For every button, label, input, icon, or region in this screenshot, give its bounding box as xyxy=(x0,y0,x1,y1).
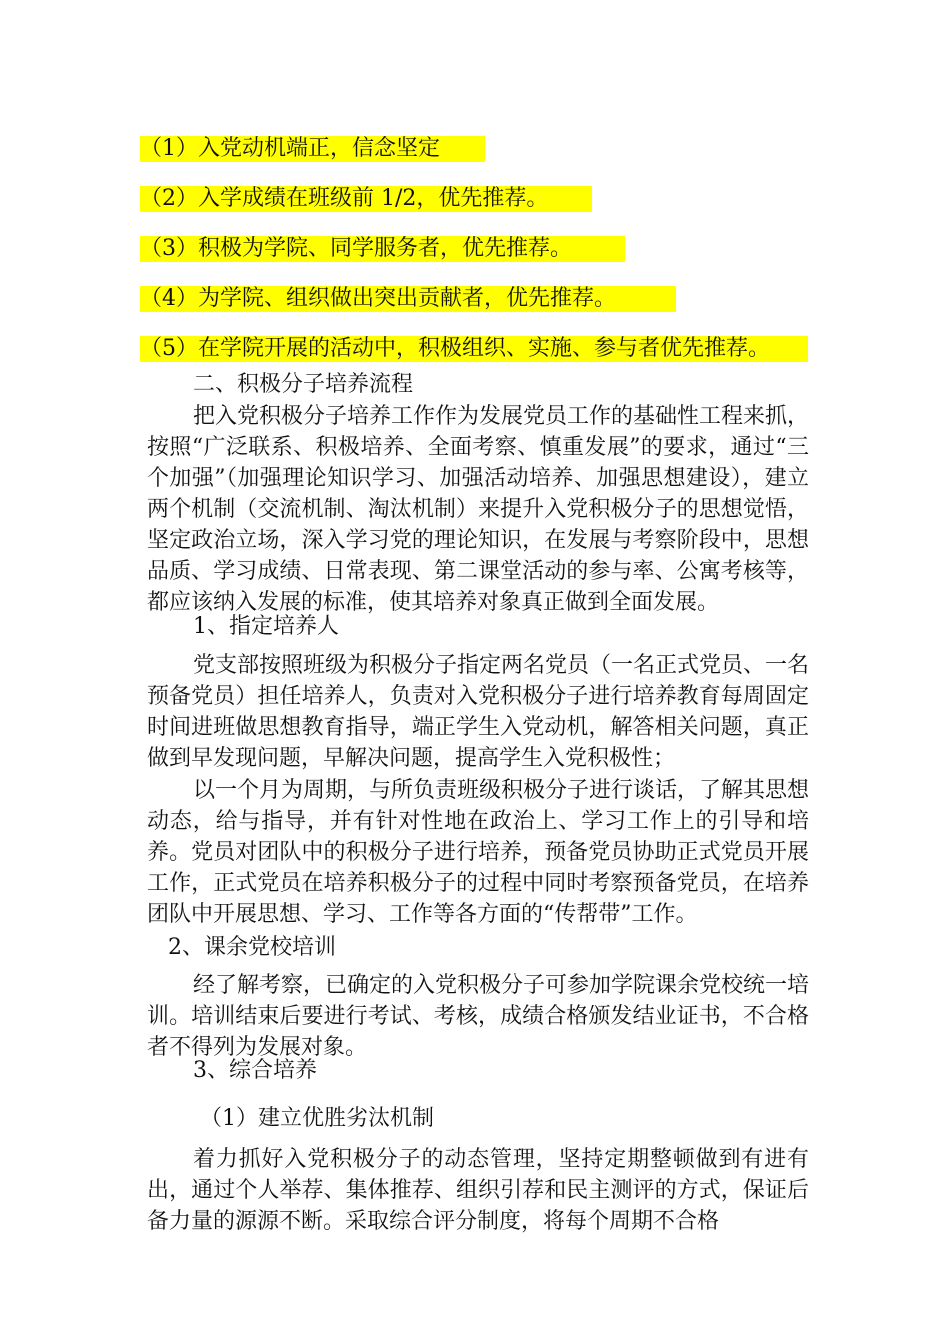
item-2-body: 经了解考察，已确定的入党积极分子可参加学院课余党校统一培训。培训结束后要进行考试、考核，成绩合格颁发结业证书，不合格者不得列为发展对象。 xyxy=(147,973,810,1060)
item-3-sub-1-body: 着力抓好入党积极分子的动态管理，坚持定期整顿做到有进有出，通过个人举荐、集体推荐、组织引荐和民主测评的方式，保证后备力量的源源不断。采取综合评分制度，将每个周期不合格 xyxy=(147,1147,809,1234)
item-2-title: 2、课余党校培训 xyxy=(168,935,336,960)
section-2-body: 把入党积极分子培养工作作为发展党员工作的基础性工程来抓，按照“广泛联系、积极培养、全面考察、慎重发展”的要求，通过“三个加强”（加强理论知识学习、加强活动培养、加强思想建设），建立两个机制（交流机制、淘汰机制）来提升入党积极分子的思想觉悟，坚定政治立场，深入学习党的理论知识，在发展与考察阶段中，思想品质、学习成绩、日常表现、第二课堂活动的参与率、公寓考核等，都应该纳入发展的标准，使其培养对象真正做到全面发展。 xyxy=(147,404,810,615)
highlight-item-4: （4）为学院、组织做出突出贡献者，优先推荐。 xyxy=(140,286,676,312)
highlight-item-1: （1）入党动机端正，信念坚定 xyxy=(140,136,485,162)
section-2-title: 二、积极分子培养流程 xyxy=(193,372,414,397)
item-3-sub-1-title: （1）建立优胜劣汰机制 xyxy=(200,1106,434,1131)
item-1-body-2: 以一个月为周期，与所负责班级积极分子进行谈话，了解其思想动态，给与指导，并有针对性地在政治上、学习工作上的引导和培养。党员对团队中的积极分子进行培养，预备党员协助正式党员开展工作，正式党员在培养积极分子的过程中同时考察预备党员，在培养团队中开展思想、学习、工作等各方面的“传帮带”工作。 xyxy=(147,778,810,927)
item-1-body-1: 党支部按照班级为积极分子指定两名党员（一名正式党员、一名预备党员）担任培养人，负责对入党积极分子进行培养教育每周固定时间进班做思想教育指导，端正学生入党动机，解答相关问题，真正做到早发现问题，早解决问题，提高学生入党积极性； xyxy=(147,653,810,771)
highlight-item-5: （5）在学院开展的活动中，积极组织、实施、参与者优先推荐。 xyxy=(140,336,808,362)
highlight-item-3: （3）积极为学院、同学服务者，优先推荐。 xyxy=(140,236,625,262)
highlight-item-2: （2）入学成绩在班级前 1/2，优先推荐。 xyxy=(140,186,592,212)
item-1-title: 1、指定培养人 xyxy=(193,614,339,639)
item-3-title: 3、综合培养 xyxy=(193,1058,317,1083)
